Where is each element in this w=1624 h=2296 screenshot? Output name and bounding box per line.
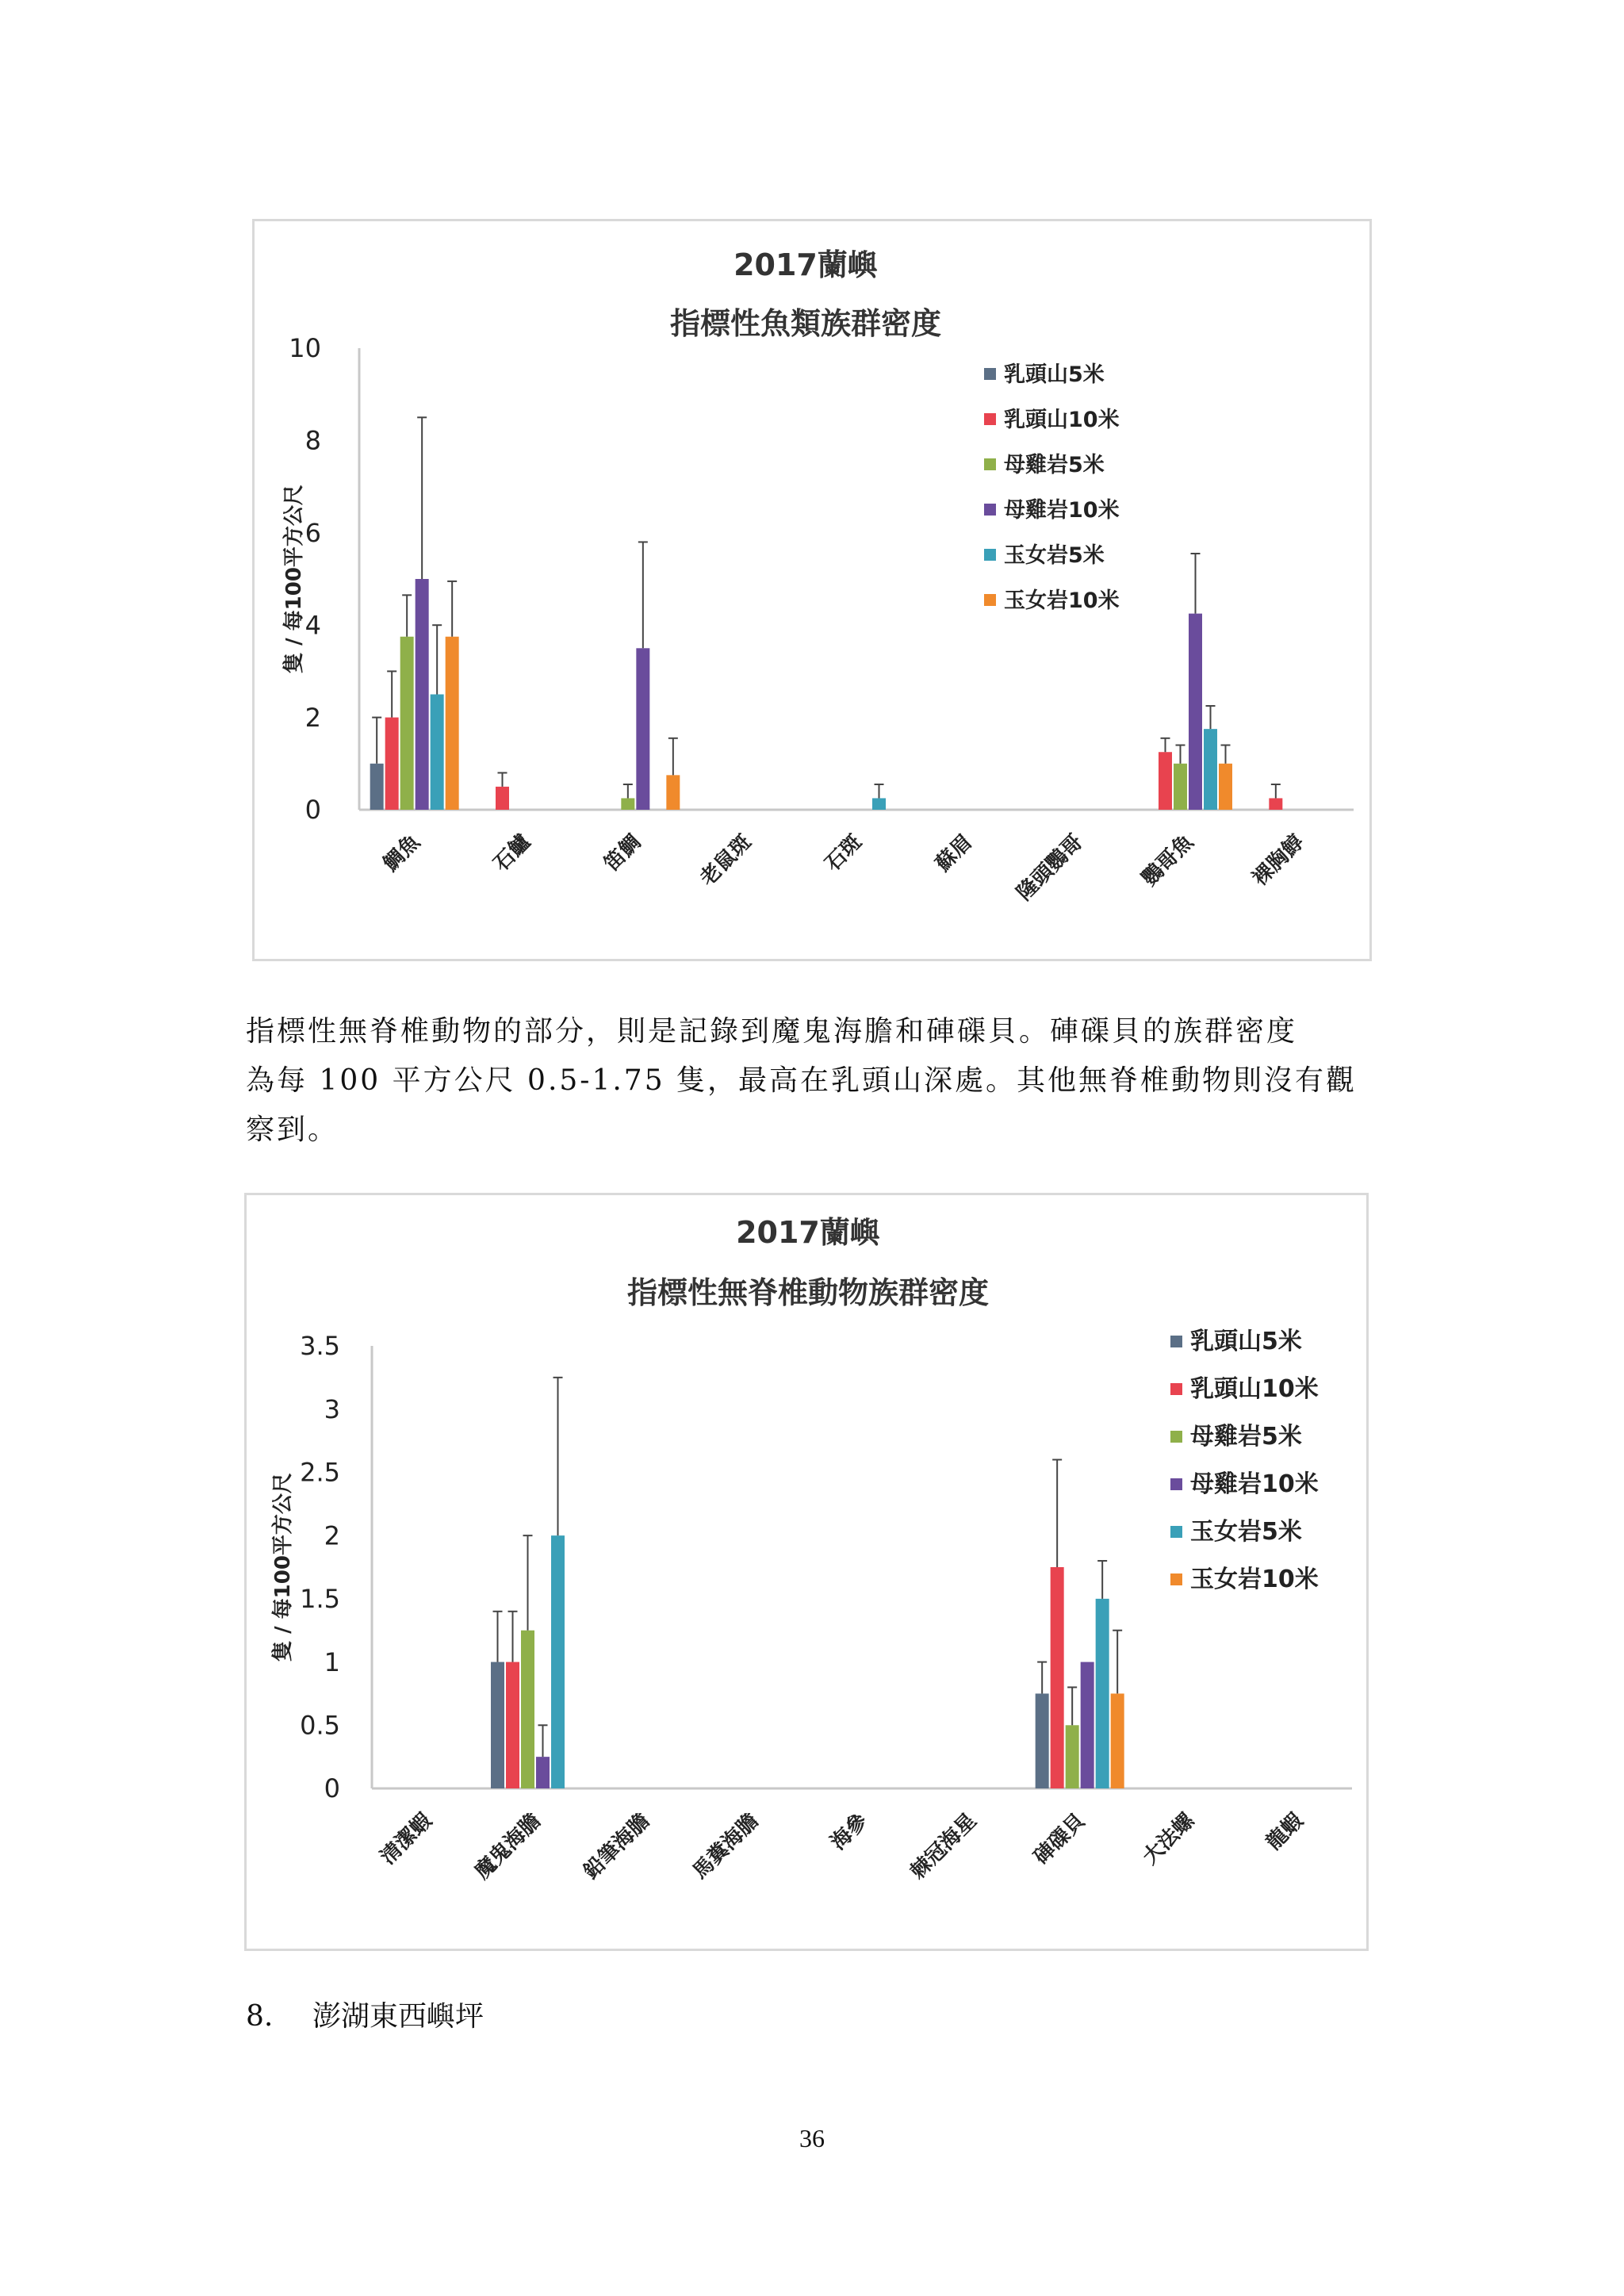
fish-density-chart bbox=[252, 219, 1372, 961]
bar bbox=[536, 1757, 550, 1788]
y-tick-label: 2 bbox=[304, 702, 321, 733]
x-category-label: 龍蝦 bbox=[1262, 1808, 1308, 1855]
y-tick-label: 0 bbox=[324, 1773, 340, 1804]
x-category-label: 石斑 bbox=[820, 830, 867, 876]
bar bbox=[1051, 1567, 1064, 1788]
y-axis-label: 隻 / 每100平方公尺 bbox=[282, 485, 306, 673]
legend-label: 母雞岩10米 bbox=[1190, 1470, 1319, 1498]
bar bbox=[666, 775, 680, 810]
x-category-label: 鸚哥魚 bbox=[1137, 830, 1198, 891]
invertebrate-density-chart-svg bbox=[247, 1195, 1366, 1949]
bar bbox=[636, 648, 649, 810]
bar bbox=[416, 579, 429, 810]
bar bbox=[1174, 764, 1187, 810]
bar bbox=[1269, 798, 1282, 810]
y-tick-label: 3 bbox=[324, 1393, 340, 1424]
paragraph-line: 指標性無脊椎動物的部分，則是記錄到魔鬼海膽和硨磲貝。硨磲貝的族群密度 bbox=[246, 1015, 1298, 1048]
section-title: 澎湖東西嶼坪 bbox=[312, 2000, 485, 2033]
x-category-label: 石鱸 bbox=[488, 830, 535, 876]
chart-title: 2017蘭嶼 bbox=[736, 1215, 880, 1250]
bar bbox=[551, 1535, 565, 1788]
x-category-label: 棘冠海星 bbox=[906, 1808, 982, 1884]
paragraph-line: 為每 100 平方公尺 0.5-1.75 隻，最高在乳頭山深處。其他無脊椎動物則沒有觀 bbox=[246, 1064, 1358, 1097]
x-category-label: 鉛筆海膽 bbox=[579, 1808, 655, 1884]
bar bbox=[1219, 764, 1232, 810]
x-category-label: 大法螺 bbox=[1138, 1808, 1199, 1870]
x-category-label: 海參 bbox=[825, 1808, 872, 1855]
legend-swatch bbox=[1170, 1336, 1182, 1347]
bar bbox=[521, 1631, 534, 1788]
legend-label: 乳頭山10米 bbox=[1190, 1375, 1319, 1403]
bar bbox=[1204, 729, 1217, 810]
bar bbox=[1111, 1693, 1124, 1788]
section-number: 8. bbox=[246, 2000, 274, 2033]
y-tick-label: 1.5 bbox=[300, 1584, 340, 1615]
bar bbox=[1096, 1599, 1109, 1788]
y-tick-label: 2.5 bbox=[300, 1457, 340, 1488]
invertebrate-density-chart bbox=[244, 1193, 1369, 1951]
legend-swatch bbox=[984, 368, 996, 380]
legend-swatch bbox=[1170, 1383, 1182, 1395]
x-category-label: 馬糞海膽 bbox=[688, 1808, 764, 1884]
legend-swatch bbox=[984, 594, 996, 606]
bar bbox=[1036, 1693, 1049, 1788]
y-tick-label: 8 bbox=[304, 425, 321, 456]
x-category-label: 魔鬼海膽 bbox=[470, 1808, 546, 1884]
legend-label: 母雞岩5米 bbox=[1004, 453, 1105, 477]
legend-swatch bbox=[984, 549, 996, 561]
x-category-label: 笛鯛 bbox=[599, 830, 646, 876]
x-category-label: 裸胸鯙 bbox=[1247, 830, 1309, 891]
bar bbox=[1066, 1725, 1079, 1788]
x-category-label: 老鼠斑 bbox=[695, 830, 756, 891]
legend-swatch bbox=[984, 458, 996, 470]
x-category-label: 清潔蝦 bbox=[376, 1808, 437, 1870]
y-tick-label: 0 bbox=[304, 795, 321, 826]
y-axis-label: 隻 / 每100平方公尺 bbox=[271, 1473, 295, 1662]
section-heading bbox=[246, 1994, 484, 2034]
y-tick-label: 6 bbox=[304, 518, 321, 548]
x-category-label: 鯛魚 bbox=[378, 830, 425, 876]
legend-swatch bbox=[1170, 1526, 1182, 1538]
x-category-label: 隆頭鸚哥 bbox=[1012, 830, 1088, 906]
y-tick-label: 1 bbox=[324, 1646, 340, 1677]
y-tick-label: 4 bbox=[304, 610, 321, 641]
bar bbox=[1081, 1662, 1094, 1788]
legend-swatch bbox=[984, 413, 996, 425]
fish-density-chart-svg bbox=[255, 221, 1369, 959]
bar bbox=[506, 1662, 519, 1788]
legend-swatch bbox=[1170, 1431, 1182, 1443]
y-tick-label: 10 bbox=[289, 333, 321, 364]
legend-swatch bbox=[1170, 1478, 1182, 1490]
bar bbox=[385, 718, 399, 810]
legend-swatch bbox=[984, 504, 996, 516]
y-tick-label: 0.5 bbox=[300, 1710, 340, 1741]
page-number: 36 bbox=[799, 2124, 825, 2152]
chart-subtitle: 指標性魚類族群密度 bbox=[669, 306, 942, 341]
x-category-label: 硨磲貝 bbox=[1029, 1808, 1090, 1870]
legend-label: 母雞岩10米 bbox=[1004, 498, 1120, 523]
bar bbox=[491, 1662, 504, 1788]
bar bbox=[446, 637, 459, 810]
bar bbox=[621, 798, 634, 810]
legend-label: 母雞岩5米 bbox=[1190, 1423, 1302, 1451]
x-category-label: 蘇眉 bbox=[931, 830, 978, 876]
legend-label: 乳頭山10米 bbox=[1004, 408, 1120, 432]
chart-subtitle: 指標性無脊椎動物族群密度 bbox=[626, 1275, 990, 1310]
y-tick-label: 3.5 bbox=[300, 1331, 340, 1362]
bar bbox=[872, 798, 886, 810]
invertebrate-summary-paragraph bbox=[246, 1007, 1372, 1155]
bar bbox=[370, 764, 384, 810]
bar bbox=[496, 787, 509, 810]
bar bbox=[431, 695, 444, 811]
legend-label: 玉女岩5米 bbox=[1004, 543, 1105, 568]
chart-title: 2017蘭嶼 bbox=[733, 247, 878, 282]
bar bbox=[1159, 752, 1172, 810]
legend-label: 玉女岩10米 bbox=[1190, 1566, 1319, 1593]
y-tick-label: 2 bbox=[324, 1520, 340, 1551]
legend-swatch bbox=[1170, 1573, 1182, 1585]
legend-label: 乳頭山5米 bbox=[1190, 1328, 1302, 1355]
legend-label: 乳頭山5米 bbox=[1004, 362, 1105, 387]
paragraph-line: 察到。 bbox=[246, 1114, 339, 1146]
legend-label: 玉女岩10米 bbox=[1004, 588, 1120, 613]
legend-label: 玉女岩5米 bbox=[1190, 1518, 1302, 1546]
bar bbox=[1189, 614, 1202, 810]
bar bbox=[400, 637, 414, 810]
